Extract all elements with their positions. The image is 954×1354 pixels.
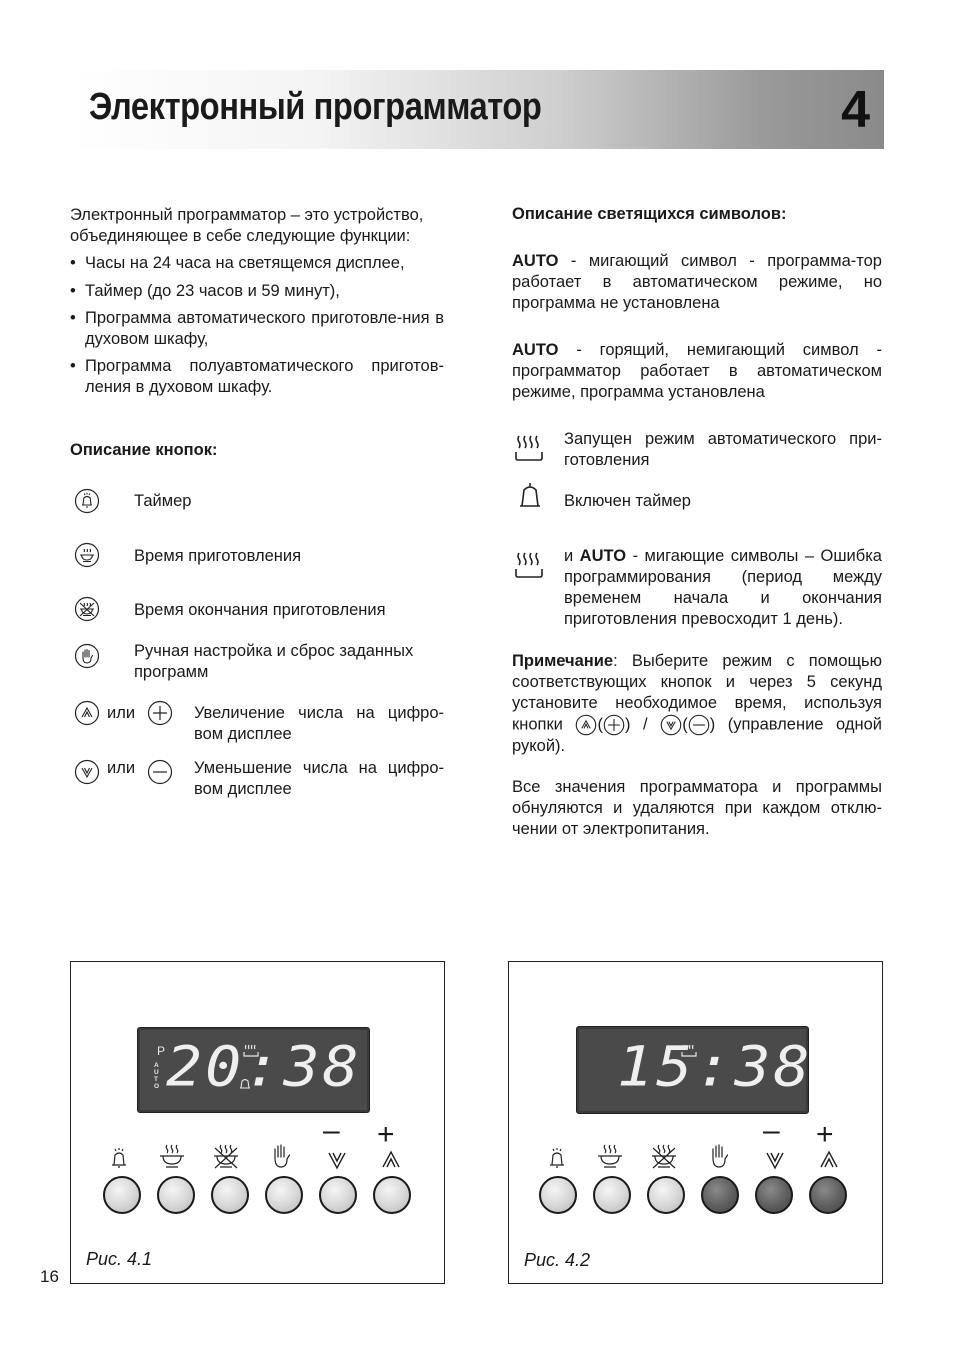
button-label-timer: Таймер (134, 492, 192, 510)
bell-icon (74, 488, 100, 514)
plus-icon (603, 714, 625, 736)
pot-crossed-icon (649, 1144, 679, 1170)
bell-symbol-icon (516, 480, 544, 512)
plus-button[interactable] (373, 1176, 411, 1214)
page-number: 16 (40, 1267, 59, 1286)
cooking-indicator-icon (243, 1044, 259, 1058)
button-label-end-time: Время окончания приготовления (134, 601, 386, 619)
note-paragraph: Примечание: Выберите режим с помощью соответствующих кнопок и через 5 секунд установите необходимое время, используя кнопки ( ) / ( ) (управление одной рукой). (512, 652, 882, 755)
chapter-header (70, 70, 884, 149)
reset-paragraph: Все значения программатора и программы обнуляются и удаляются при каждом отклю-чении от электропитания. (512, 778, 882, 838)
timer-button[interactable] (103, 1176, 141, 1214)
manual-button[interactable] (265, 1176, 303, 1214)
list-item: • Программа полуавтоматического приготов-ления в духовом шкафу. (70, 357, 444, 396)
end-time-button[interactable] (211, 1176, 249, 1214)
decrease-description: Уменьшение числа на цифро-вом дисплее (194, 759, 444, 798)
minus-button[interactable] (319, 1176, 357, 1214)
cooking-symbol-icon (513, 549, 547, 581)
intro-text: Электронный программатор – это устройство, объединяющее в себе следующие функции: (70, 206, 424, 245)
pot-crossed-icon (211, 1144, 241, 1170)
manual-button[interactable] (701, 1176, 739, 1214)
arrow-down-icon (327, 1150, 347, 1170)
timer-indicator-icon (239, 1076, 251, 1090)
list-item: • Программа автоматического приготовле-ния в духовом шкафу, (70, 309, 444, 348)
cook-time-button[interactable] (593, 1176, 631, 1214)
error-description: и AUTO - мигающие символы – Ошибка программирования (период между временем начала и окончания приготовления превосходит 1 день). (564, 547, 882, 628)
list-item: • Часы на 24 часа на светящемся дисплее, (70, 254, 405, 272)
pot-steam-icon (74, 542, 100, 568)
figure-caption: Рис. 4.1 (86, 1249, 153, 1269)
pot-steam-icon (595, 1144, 625, 1170)
minus-label: – (763, 1114, 780, 1147)
minus-icon (147, 759, 173, 785)
plus-label: + (816, 1118, 834, 1151)
arrow-up-icon (575, 714, 597, 736)
chapter-number: 4 (841, 81, 870, 139)
end-time-button[interactable] (647, 1176, 685, 1214)
timer-button[interactable] (539, 1176, 577, 1214)
list-item: • Таймер (до 23 часов и 59 минут), (70, 282, 340, 300)
increase-description: Увеличение числа на цифро-вом дисплее (194, 704, 444, 743)
arrow-up-icon (74, 700, 100, 726)
minus-label: – (323, 1114, 340, 1147)
button-label-cook-time: Время приготовления (134, 547, 302, 565)
pot-crossed-icon (74, 596, 100, 622)
arrow-down-icon (74, 759, 100, 785)
minus-button[interactable] (755, 1176, 793, 1214)
timer-symbol-description: Включен таймер (564, 492, 691, 510)
auto-indicator: AUTO (154, 1062, 160, 1090)
clock-display: 20:38 (166, 1034, 362, 1100)
plus-icon (147, 700, 173, 726)
clock-display: 15:38 (617, 1034, 813, 1100)
figure-4-1 (70, 961, 445, 1284)
page-title: Электронный программатор (89, 86, 542, 128)
lcd-display (137, 1027, 370, 1113)
minus-icon (688, 714, 710, 736)
plus-button[interactable] (809, 1176, 847, 1214)
arrow-down-icon (765, 1150, 785, 1170)
pot-steam-icon (157, 1144, 187, 1170)
button-label-manual: Ручная настройка и сброс заданных программ (134, 642, 414, 681)
hand-icon (707, 1142, 731, 1170)
lcd-display (576, 1026, 813, 1114)
or-label: или (107, 759, 136, 777)
arrow-up-icon (381, 1150, 401, 1170)
or-label: или (107, 704, 136, 722)
figure-4-2 (508, 961, 883, 1284)
symbols-heading: Описание светящихся символов: (512, 205, 787, 223)
cooking-symbol-icon (513, 432, 547, 464)
hand-icon (269, 1142, 293, 1170)
arrow-down-icon (660, 714, 682, 736)
cooking-symbol-description: Запущен режим автоматического при-готовления (564, 430, 882, 469)
figure-caption: Рис. 4.2 (524, 1250, 591, 1270)
cook-time-button[interactable] (157, 1176, 195, 1214)
bell-icon (107, 1146, 131, 1170)
arrow-up-icon (819, 1150, 839, 1170)
hand-icon (74, 643, 100, 669)
auto-steady-description: AUTO - горящий, немигающий символ - программатор работает в автоматическом режиме, программа установлена (512, 341, 882, 401)
plus-label: + (377, 1118, 395, 1151)
program-indicator: P (157, 1044, 166, 1058)
auto-blinking-description: AUTO - мигающий символ - программа-тор работает в автоматическом режиме, но программа не установлена (512, 252, 882, 312)
buttons-heading: Описание кнопок: (70, 441, 218, 459)
bell-icon (545, 1146, 569, 1170)
cooking-indicator-icon (681, 1044, 697, 1058)
